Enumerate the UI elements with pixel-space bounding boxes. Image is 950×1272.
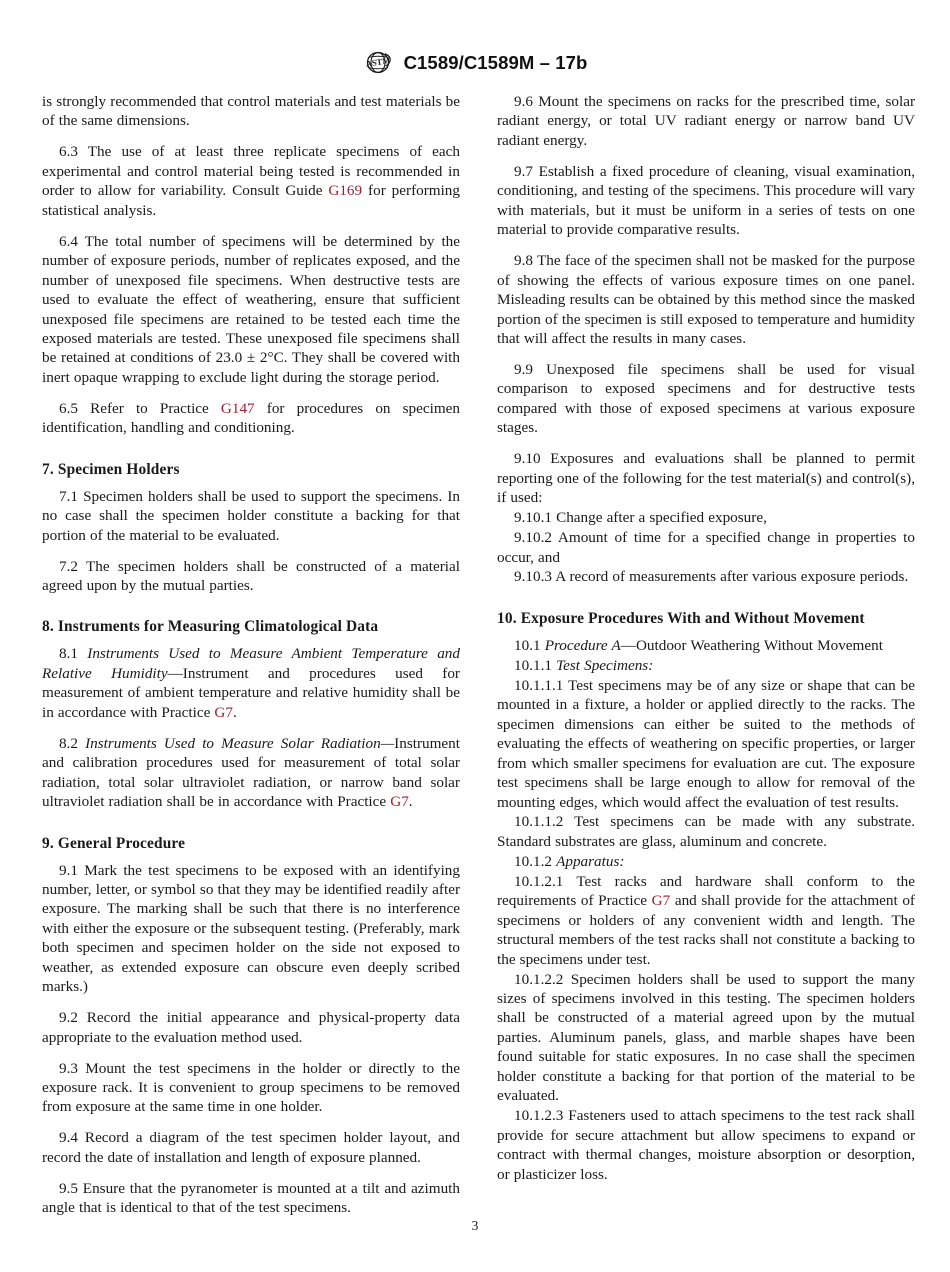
standard-designation: C1589/C1589M – 17b	[403, 52, 588, 73]
para-7-1: 7.1 Specimen holders shall be used to support the specimens. In no case shall the specimen holder constitute a backing for that portion of the material to be evaluated.	[42, 487, 460, 544]
para-10-1	[497, 636, 915, 655]
para-10-1-2	[497, 852, 915, 871]
para-8-1-text-before: —Instrument and procedures used for measurement of ambient temperature and relative humidity shall be in accordance with Practice	[42, 664, 460, 721]
para-7-2: 7.2 The specimen holders shall be constructed of a material agreed upon by the mutual parties.	[42, 557, 460, 595]
para-6-2-continued: is strongly recommended that control materials and test materials be of the same dimensions.	[42, 93, 460, 130]
para-6-5-text-after: for procedures on specimen identification, handling and conditioning.	[42, 399, 460, 437]
reference-link-g7[interactable]: G7	[214, 703, 233, 721]
para-6-5-text-before: 6.5 Refer to Practice	[59, 399, 221, 417]
left-column	[42, 92, 460, 1218]
para-9-10-3: 9.10.3 A record of measurements after various exposure periods.	[514, 568, 909, 586]
para-9-3: 9.3 Mount the test specimens in the holder or directly to the exposure rack. It is convenient to group specimens to be removed from exposure at the same time in one holder.	[42, 1059, 460, 1116]
para-9-9: 9.9 Unexposed file specimens shall be used for visual comparison to exposed specimens and for destructive tests compared with those of exposed specimens at various exposure stages.	[497, 360, 915, 437]
svg-text:ASTM: ASTM	[364, 55, 391, 69]
para-9-5: 9.5 Ensure that the pyranometer is mounted at a tilt and azimuth angle that is identical to that of the test specimens.	[42, 1179, 460, 1217]
body-columns	[42, 92, 915, 1218]
para-10-1-1	[497, 656, 915, 675]
para-9-1: 9.1 Mark the test specimens to be exposed with an identifying number, letter, or symbol so that they may be identified readily after exposure. The marking shall be such that there is no interference with either the exposure or the subsequent testing. (Preferably, mark both specimen and specimen holder on the side not exposed to weather, as extended exposure can obscure even deeply scribed marks.)	[42, 861, 460, 996]
para-10-1-2-1-text-after: and shall provide for the attachment of specimens or holders of any convenient width and length. The structural members of the test racks shall not constitute a backing to the specimens under test.	[497, 892, 915, 968]
para-10-1-2-1	[497, 872, 915, 969]
para-8-2	[42, 734, 460, 812]
para-10-1-2-number: 10.1.2	[514, 852, 557, 870]
para-6-3-text-after: for performing statistical analysis.	[42, 182, 460, 219]
para-9-2: 9.2 Record the initial appearance and physical-property data appropriate to the evaluation method used.	[42, 1009, 460, 1046]
para-10-1-1-italic-title: Test Specimens:	[556, 656, 654, 674]
section-heading-8: 8. Instruments for Measuring Climatological Data	[42, 618, 379, 636]
para-6-4: 6.4 The total number of specimens will be determined by the number of exposure periods, number of replicates exposed, and the number of unexposed file specimens. When destructive tests are used to evaluate the effect of weathering, ensure that sufficient unexposed file specimens are retained to be tested each time the exposed materials are tested. These unexposed file specimens shall be retained at conditions of 23.0 ± 2°C. They shall be covered with inert opaque wrapping to exclude light during the storage period.	[42, 232, 460, 386]
para-10-1-number: 10.1	[514, 636, 545, 654]
reference-link-g7[interactable]: G7	[390, 793, 409, 811]
para-9-10: 9.10 Exposures and evaluations shall be planned to permit reporting one of the following for the test material(s) and control(s), if used:	[497, 450, 915, 507]
para-10-1-italic-title: Procedure A	[544, 636, 621, 654]
right-column	[497, 92, 915, 1218]
section-heading-9: 9. General Procedure	[42, 834, 186, 852]
para-8-1-number: 8.1	[59, 645, 88, 663]
para-10-1-2-italic-title: Apparatus:	[556, 852, 625, 870]
astm-logo-icon	[363, 51, 395, 75]
page-number: 3	[471, 1218, 479, 1233]
para-10-1-1-1: 10.1.1.1 Test specimens may be of any size or shape that can be mounted in a fixture, a holder or applied directly to the racks. The specimen dimensions can either be suited to the methods of evaluating the effects of weathering on specific properties, or larger from which smaller specimens for evaluation are cut. The exposure test specimens shall be large enough to allow for removal of the mounting edges, which would affect the evaluation of test results.	[497, 676, 915, 811]
para-8-2-italic-title: Instruments Used to Measure Solar Radiation—	[85, 734, 395, 752]
para-6-5	[42, 399, 460, 438]
section-heading-7: 7. Specimen Holders	[42, 460, 180, 478]
para-8-2-text-after: .	[408, 793, 413, 811]
para-9-6: 9.6 Mount the specimens on racks for the prescribed time, solar radiant energy, or total UV radiant energy or narrow band UV radiant energy.	[497, 93, 915, 149]
page-header	[0, 46, 950, 80]
section-heading-10: 10. Exposure Procedures With and Without Movement	[497, 609, 865, 627]
para-9-8: 9.8 The face of the specimen shall not be masked for the purpose of showing the effects of various exposure times on one panel. Misleading results can be obtained by this method since the masked portion of the specimen is still exposed to temperature and humidity that will affect the results in many cases.	[497, 252, 915, 347]
para-8-2-number: 8.2	[59, 734, 86, 752]
para-8-1-text-after: .	[232, 703, 237, 721]
para-8-1	[42, 644, 460, 722]
para-8-1-italic-title: Instruments Used to Measure Ambient Temperature and Relative Humidity	[42, 645, 460, 682]
para-9-4: 9.4 Record a diagram of the test specimen holder layout, and record the date of installation and length of exposure planned.	[42, 1129, 460, 1166]
para-8-2-text-before: Instrument and calibration procedures used for measurement of total solar radiation, total solar ultraviolet radiation, or narrow band solar ultraviolet radiation shall be in accordance with Practice	[42, 734, 460, 811]
reference-link-g169[interactable]: G169	[328, 182, 363, 200]
para-9-10-2: 9.10.2 Amount of time for a specified change in properties to occur, and	[497, 529, 915, 566]
para-9-7: 9.7 Establish a fixed procedure of cleaning, visual examination, conditioning, and testing of the specimens. This procedure will vary with materials, but it must be uniform in a series of tests on one material to provide comparative results.	[497, 162, 915, 239]
para-10-1-2-2: 10.1.2.2 Specimen holders shall be used to support the many sizes of specimens involved in this testing. The specimen holders shall be constructed of a material agreed upon by the mutual parties. Aluminum panels, glass, and marble shapes have been found suitable for static exposures. In no case shall the specimen holder constitute a backing for that portion of the material to be evaluated.	[497, 970, 915, 1105]
reference-link-g7[interactable]: G7	[651, 892, 671, 910]
para-10-1-2-3: 10.1.2.3 Fasteners used to attach specimens to the test rack shall provide for secure attachment but allow specimens to expand or contract with thermal changes, moisture absorption or desorption, or plasticizer loss.	[497, 1107, 915, 1183]
reference-link-g147[interactable]: G147	[220, 399, 255, 417]
para-6-3-text-before: 6.3 The use of at least three replicate specimens of each experimental and control material being tested is recommended in order to allow for variability. Consult Guide	[42, 143, 460, 200]
para-10-1-text-after: —Outdoor Weathering Without Movement	[620, 636, 883, 654]
para-10-1-2-1-text-before: 10.1.2.1 Test racks and hardware shall conform to the requirements of Practice	[497, 872, 915, 910]
para-6-3	[42, 142, 460, 220]
para-10-1-1-number: 10.1.1	[514, 656, 557, 674]
para-10-1-1-2: 10.1.1.2 Test specimens can be made with any substrate. Standard substrates are glass, aluminum and concrete.	[497, 813, 915, 850]
para-9-10-1: 9.10.1 Change after a specified exposure,	[514, 509, 767, 527]
